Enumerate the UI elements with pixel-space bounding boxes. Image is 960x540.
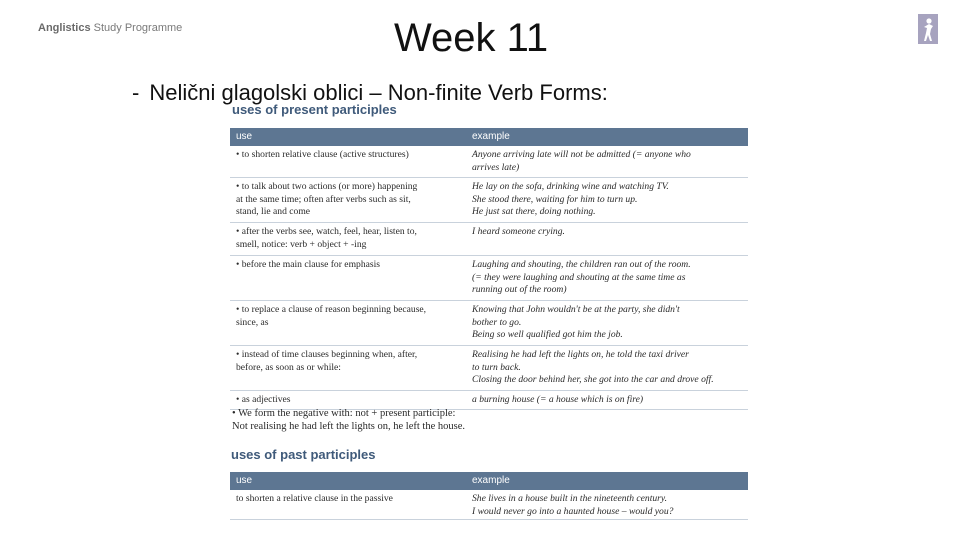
table-row — [230, 346, 748, 391]
example-text: She lives in a house built in the nineteenth century. I would never go into a haunted house – would you? — [472, 493, 674, 517]
example-cell — [466, 256, 748, 301]
page-title: Week 11 — [394, 16, 549, 60]
table-row — [230, 256, 748, 301]
past-participles-table — [230, 472, 748, 520]
programme-label-rest: Study Programme — [90, 22, 183, 34]
table-row — [230, 223, 748, 256]
use-text: • to shorten relative clause (active structures) — [236, 149, 409, 160]
example-text: Knowing that John wouldn't be at the party, she didn't bother to go. Being so well qualified got him the job. — [472, 304, 680, 340]
use-cell — [230, 346, 466, 391]
table-row — [230, 178, 748, 223]
use-cell — [230, 223, 466, 256]
example-cell — [466, 146, 748, 178]
use-text: to shorten a relative clause in the passive — [236, 493, 393, 504]
use-text: • to talk about two actions (or more) happening at the same time; often after verbs such as sit, stand, lie and come — [236, 181, 418, 217]
table-header-row — [230, 472, 748, 490]
programme-label — [38, 22, 182, 34]
example-text: Anyone arriving late will not be admitted (= anyone who arrives late) — [472, 149, 691, 173]
table-row — [230, 301, 748, 346]
use-text: • as adjectives — [236, 394, 291, 405]
example-cell — [466, 391, 748, 410]
use-text: • to replace a clause of reason beginning because, since, as — [236, 304, 427, 328]
table-row — [230, 146, 748, 178]
table-header-row — [230, 128, 748, 146]
table-row — [230, 490, 748, 520]
example-text: Laughing and shouting, the children ran out of the room. (= they were laughing and shouting at the same time as running out of the room) — [472, 259, 691, 295]
bullet-heading-text: Nelični glagolski oblici – Non-finite Verb Forms: — [149, 80, 608, 105]
present-participles-title: uses of present participles — [232, 102, 397, 117]
example-cell — [466, 490, 748, 520]
column-header-example: example — [466, 128, 748, 146]
university-figure-icon-svg — [918, 14, 938, 44]
column-header-example: example — [466, 472, 748, 490]
column-header-use: use — [230, 128, 466, 146]
use-text: • instead of time clauses beginning when, after, before, as soon as or while: — [236, 349, 418, 373]
example-text: a burning house (= a house which is on fire) — [472, 394, 644, 405]
example-text: I heard someone crying. — [472, 226, 565, 237]
use-cell — [230, 178, 466, 223]
example-cell — [466, 178, 748, 223]
example-text: He lay on the sofa, drinking wine and watching TV. She stood there, waiting for him to turn up. He just sat there, doing nothing. — [472, 181, 669, 217]
use-text: • after the verbs see, watch, feel, hear, listen to, smell, notice: verb + object + -ing — [236, 226, 417, 250]
use-cell — [230, 256, 466, 301]
programme-label-bold: Anglistics — [38, 22, 91, 34]
example-cell — [466, 346, 748, 391]
university-figure-icon — [918, 14, 938, 44]
present-participles-table — [230, 128, 748, 410]
use-text: • before the main clause for emphasis — [236, 259, 381, 270]
example-text: Realising he had left the lights on, he told the taxi driver to turn back. Closing the door behind her, she got into the car and drove off. — [472, 349, 714, 385]
example-cell — [466, 301, 748, 346]
use-cell — [230, 490, 466, 520]
example-cell — [466, 223, 748, 256]
scanned-grammar-table — [228, 102, 758, 532]
use-cell — [230, 146, 466, 178]
bullet-dash: - — [132, 80, 140, 105]
use-cell — [230, 301, 466, 346]
past-participles-title: uses of past participles — [231, 447, 376, 462]
column-header-use: use — [230, 472, 466, 490]
negative-form-note: • We form the negative with: not + present participle: Not realising he had left the lights on, he left the house. — [232, 408, 465, 432]
